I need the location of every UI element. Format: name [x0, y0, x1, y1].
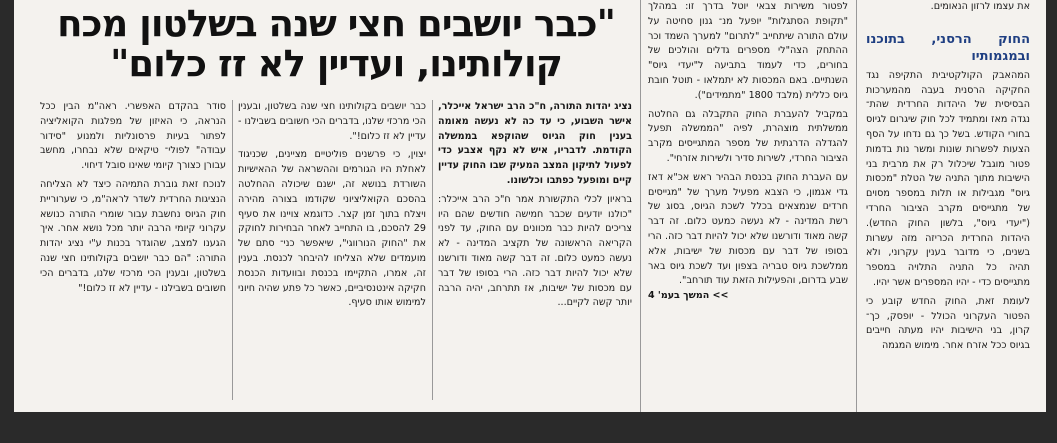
column-divider	[232, 100, 233, 400]
column-divider	[432, 100, 433, 400]
paragraph: במקביל להעברת החוק התקבלה גם החלטה ממשלתית מוצהרת, לפיה "הממשלה תפעל להגדלה הדרגתית של מספר המתגייסים מקרב הציבור החרדי, לשירות סדיר ולשירות אזרחי".	[648, 108, 848, 164]
column-divider	[856, 0, 857, 412]
paragraph: את עצמו לרזון הנאומים.	[930, 1, 1030, 12]
column-right	[866, 0, 1030, 412]
paragraph: בראיון לכלי התקשורת אמר ח"כ הרב אייכלר: "כולנו יודעים שכבר חמישה חודשים שהם היו צריכים להיות כבר מכוונים עם החוק, עד לפני הקריאה הראשונה של תקציב המדינה - לא נעשה כמעט כלום. זה דבר קשה מאוד ודורשנו שלא יכול להיות דבר כזה. הרי בסופו של דבר עם מכסות של ישיבות, אז תתרחב, יהיה הרבה יותר קשה לקיים...	[438, 193, 632, 309]
paragraph: סודר בהקדם האפשרי. ראה"מ הבין ככל הנראה, כי האיזון של מפלגות הקואליציה לפתור בעיות פרסונליות ולמנוע "סידור עבודה" לפולי־ טיקאים שלא נבחרו, מחשב עבורן כצורך קיומי שאינו סובל דיחוי.	[40, 101, 226, 172]
continuation-note: >> המשך בעמ' 4	[648, 290, 729, 302]
column-5	[40, 100, 226, 412]
article-headline: "כבר יושבים חצי שנה בשלטון מכח קולותינו, ועדיין לא זז כלום"	[57, 2, 615, 85]
column-4	[238, 100, 426, 412]
column-divider	[640, 0, 641, 412]
newspaper-page	[14, 0, 1046, 412]
column-3	[438, 100, 632, 412]
paragraph: כבר יושבים בקולותינו חצי שנה בשלטון, ובענין הכי מרכזי שלנו, בדברים הכי חשובים בשבילנו - עדיין לא זז כלום!".	[238, 101, 426, 142]
paragraph: לעומת זאת, החוק החדש קובע כי הפטור העקרוני הכולל - יופסק, כך־ קרון, בני הישיבות יהיו מעתה חייבים בגיוס ככל אזרח אחר. מימוש המגמה	[866, 295, 1030, 352]
paragraph: המהאבק הקולקטיבית התקיפה נגד החקיקה הרסנית בעבה מהמערכות הבסיסית של היהדות החרדית שהת־ נגדה מאז ומתמיד לכל חוק שיגרום לגיוס בחורי הקודש. בשל כך גם נדחו על הסף הצעות לפשרות שונות ומשר נות בדמות פטור מוגבל שיכלול רק את מרבית בני הישיבות מתוך התניה של הטלת "מכסות גיוס" מגבילות או תלות במספר מסוים של מתגייסים מקרב הציבור החרדי ("יעדי גיוס", בלשון החוק החדש). היהדות החרדית הכריזה מזה עשרות בשנים, כי מדובר בענין עקרוני, ולא תהיה כל התניה התלויה במספר מתגייסים כדי - יהיו המספרים אשר יהיו.	[866, 69, 1030, 288]
paragraph: לפטור משירות צבאי יוטל בדרך זו: במהלך "תקופת הסתגלות" יופעל מנ־ גנון סחיטה על עולם התורה שיתחייב "לתרום" למערך השמד וכר ההתחק הצה"לי מספרים גדלים והולכים של בחורים, כדי לעמוד בתביעה ל"יעדי גיוס" השנתיים. באם המכסות לא יתמלאו - תוטל חובת גיוס כללית (מלבד 1800 "מתמידים").	[648, 1, 848, 101]
scan-bottom-edge	[0, 412, 1057, 443]
paragraph: יצוין, כי פרשנים פוליטיים מציינים, שכניגוד לאחלת היו הגורמים וההשראה של ההאישיות השורדת בנושא זה, ישנם שיכולה ההחלטה בהסכם הקואליציוני שקודמו בצורה מהירה ויצלח בתוך זמן קצר. כדוגמא צויינו את סעיף 29 להסכם, בו התחייב לאחר הבחירות לחוקק את "החוק הנורווגי", שיאפשר כני־ סתם של מועמדים שלא הצליחו להיבחר לכנסת. בענין זה, אמרו, התקיימו בכנסת ובוועדות הכנסת חקיקה אינטנסיביים, כאשר כל פתע שהיה חיוני למימוש אותו סעיף.	[238, 149, 426, 309]
paragraph: עם העברת החוק בכנסת הבהיר ראש אכ"א דאז גדי אגמון, כי הצבא מפעיל מערך של "מגייסים חרדים שנמצאים בכלל לשכת הגיוס, בסוג של רשת המדינה - לא נעשה כמעט כלום. זה דבר קשה מאוד ודורשנו שלא יכול להיות דבר כזה. הרי בסופו של דבר עם מכסות של ישיבות, אלא ממלשכת גיוס טבריה בצפון ועד לשכת גיוס באר שבע בדרום, והפעילות הזאת עוד תורחב".	[648, 171, 848, 287]
column-2	[648, 0, 848, 412]
section-subheading: החוק הרסני, בתוכנו ובמגמותיו	[866, 31, 1030, 64]
lead-paragraph: נציג יהדות התורה, ח"כ הרב ישראל אייכלר, אישר השבוע, כי עד כה לא נעשה מאומה בענין חוק הגיוס שהוקפא בממשלה הקודמת. לדבריו, איש לא נקף אצבע כדי לפעול לתיקון המצב המעיק שבו החוק עדיין קיים ומופעל כפתבו וכלשונו.	[438, 101, 632, 186]
paragraph: לנוכח זאת גוברת התמיהה כיצד לא הצליחה הנציגות החרדית לשדר לראה"מ, כי שערוריית חוק הגיוס נחשבת עבור שומרי התורה כנושא עקרוני קיומי הרבה יותר מכל נושא אחר. איך הגענו למצב, שהוגדר בכנות ע"י נציג יהדות התורה: "הם כבר יושבים בקולותינו חצי שנה בשלטון, ובענין הכי מרכזי שלנו, בדברים הכי חשובים בשבילנו - עדיין לא זז כלום!"	[40, 178, 226, 294]
